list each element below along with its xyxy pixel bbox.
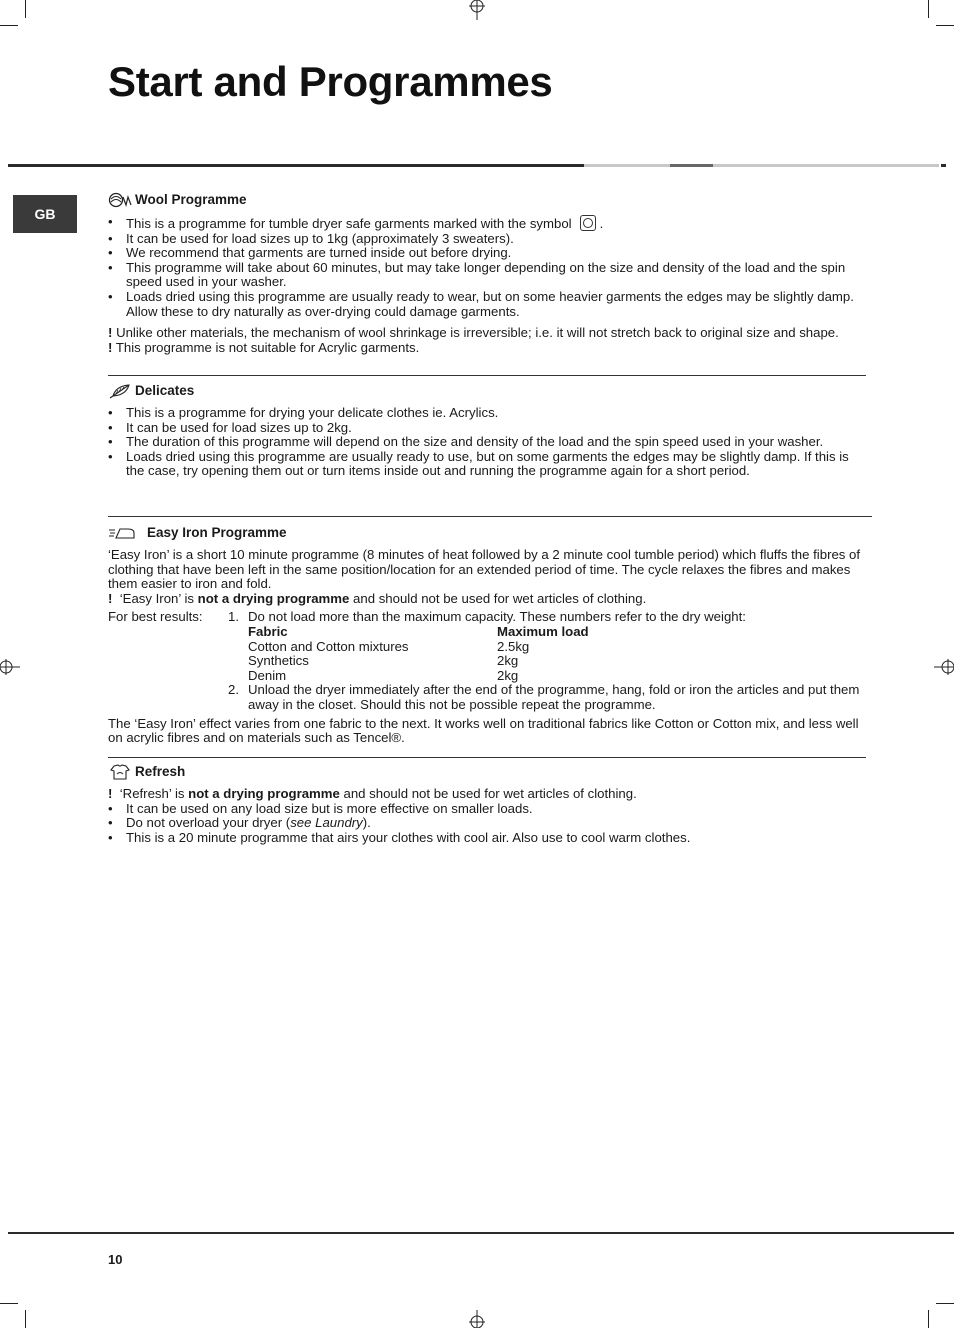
section-divider (108, 516, 872, 517)
table-cell: 2kg (497, 667, 519, 683)
list-item: • Loads dried using this programme are usually ready to wear, but on some heavier garments the edges may be slightly damp. Allow these to dry naturally as over-drying could damage garments. (108, 290, 868, 319)
warning-note: ! Unlike other materials, the mechanism of wool shrinkage is irreversible; i.e. it will not stretch back to original size and shape. (108, 325, 839, 341)
header-rule (8, 164, 584, 167)
warning-note: ! ‘Refresh’ is not a drying programme and should not be used for wet articles of clothing. (108, 786, 637, 801)
step-text: Do not load more than the maximum capacity. These numbers refer to the dry weight: (248, 609, 746, 625)
list-item: • This is a 20 minute programme that airs your clothes with cool air. Also use to cool warm clothes. (108, 831, 868, 846)
warning-note: ! This programme is not suitable for Acrylic garments. (108, 339, 420, 355)
table-cell: Cotton and Cotton mixtures (248, 638, 409, 654)
delicates-section (108, 383, 868, 479)
list-item: • It can be used for load sizes up to 2kg. (108, 421, 868, 436)
list-item: • This is a programme for tumble dryer safe garments marked with the symbol . (108, 215, 868, 232)
language-tab: GB (13, 195, 77, 233)
paragraph: The ‘Easy Iron’ effect varies from one fabric to the next. It works well on traditional fabrics like Cotton or Cotton mix, and less well on acrylic fibres and on materials such as Tencel®. (108, 715, 859, 746)
section-divider (108, 375, 866, 376)
table-cell: 2kg (497, 653, 519, 669)
crop-mark (936, 1303, 954, 1304)
easy-iron-heading: Easy Iron Programme (108, 525, 870, 541)
list-item: • It can be used on any load size but is more effective on smaller loads. (108, 802, 868, 817)
column-header: Maximum load (497, 623, 589, 639)
best-results-label: For best results: (108, 609, 203, 625)
warning-note: ! ‘Easy Iron’ is not a drying programme and should not be used for wet articles of clothing. (108, 590, 647, 606)
iron-icon (108, 525, 144, 541)
crop-mark (936, 25, 954, 26)
crop-mark (0, 1303, 18, 1304)
list-item: • This programme will take about 60 minutes, but may take longer depending on the size and density of the load and the spin speed used in your washer. (108, 261, 868, 290)
crop-mark (928, 1310, 929, 1328)
refresh-heading: Refresh (108, 764, 868, 780)
table-cell: Denim (248, 667, 287, 683)
registration-mark (934, 656, 954, 678)
crop-mark (25, 0, 26, 18)
registration-mark (0, 656, 20, 678)
header-rule (670, 164, 713, 167)
feather-icon (108, 383, 132, 399)
page-number: 10 (108, 1252, 123, 1267)
crop-mark (25, 1310, 26, 1328)
refresh-section (108, 764, 868, 845)
shirt-icon (108, 764, 132, 780)
wool-heading: Wool Programme (108, 192, 868, 208)
list-item: • We recommend that garments are turned inside out before drying. (108, 246, 868, 261)
list-item: • Do not overload your dryer (see Laundry). (108, 816, 868, 831)
crop-mark (0, 25, 18, 26)
list-item: • The duration of this programme will depend on the size and density of the load and the spin speed used in your washer. (108, 435, 868, 450)
section-divider (108, 757, 866, 758)
best-results-list: For best results: 1. Do not load more than the maximum capacity. These numbers refer to the dry weight: Fabric Maximum load Cotton and Cotton mixtures 2.5kg Synthetics 2kg Denim 2kg 2. Unload the dryer immediately after the end of the programme, hang, fold or iron the articles and put them away in the closet. Should this not be possible repeat the programme. (108, 610, 870, 712)
list-item: • Loads dried using this programme are usually ready to use, but on some garments the edges may be slightly damp. If this is the case, try opening them out or turn items inside out and running the programme again for a short period. (108, 450, 868, 479)
list-item: • It can be used for load sizes up to 1kg (approximately 3 sweaters). (108, 232, 868, 247)
hand-wash-symbol-icon (580, 215, 596, 231)
footer-rule (8, 1232, 954, 1234)
registration-mark (466, 0, 488, 20)
delicates-heading: Delicates (108, 383, 868, 399)
step-text: Unload the dryer immediately after the end of the programme, hang, fold or iron the articles and put them away in the closet. Should this not be possible repeat the programme. (248, 682, 860, 712)
table-cell: Synthetics (248, 653, 309, 669)
header-rule (584, 164, 670, 167)
wool-section (108, 192, 868, 355)
header-rule (941, 164, 946, 167)
paragraph: ‘Easy Iron’ is a short 10 minute programme (8 minutes of heat followed by a 2 minute cool tumble period) which fluffs the fibres of clothing that have been left in the same position/location for an extended period of time. The cycle relaxes the fibres and makes them easier to iron and fold. (108, 547, 861, 592)
header-rule (713, 164, 939, 167)
easy-iron-section (108, 525, 870, 746)
fabric-table (248, 625, 870, 683)
wool-icon (108, 192, 132, 208)
page-title: Start and Programmes (108, 58, 553, 105)
column-header: Fabric (248, 623, 288, 639)
list-item: • This is a programme for drying your delicate clothes ie. Acrylics. (108, 406, 868, 421)
table-cell: 2.5kg (497, 638, 530, 654)
registration-mark (466, 1310, 488, 1328)
crop-mark (928, 0, 929, 18)
